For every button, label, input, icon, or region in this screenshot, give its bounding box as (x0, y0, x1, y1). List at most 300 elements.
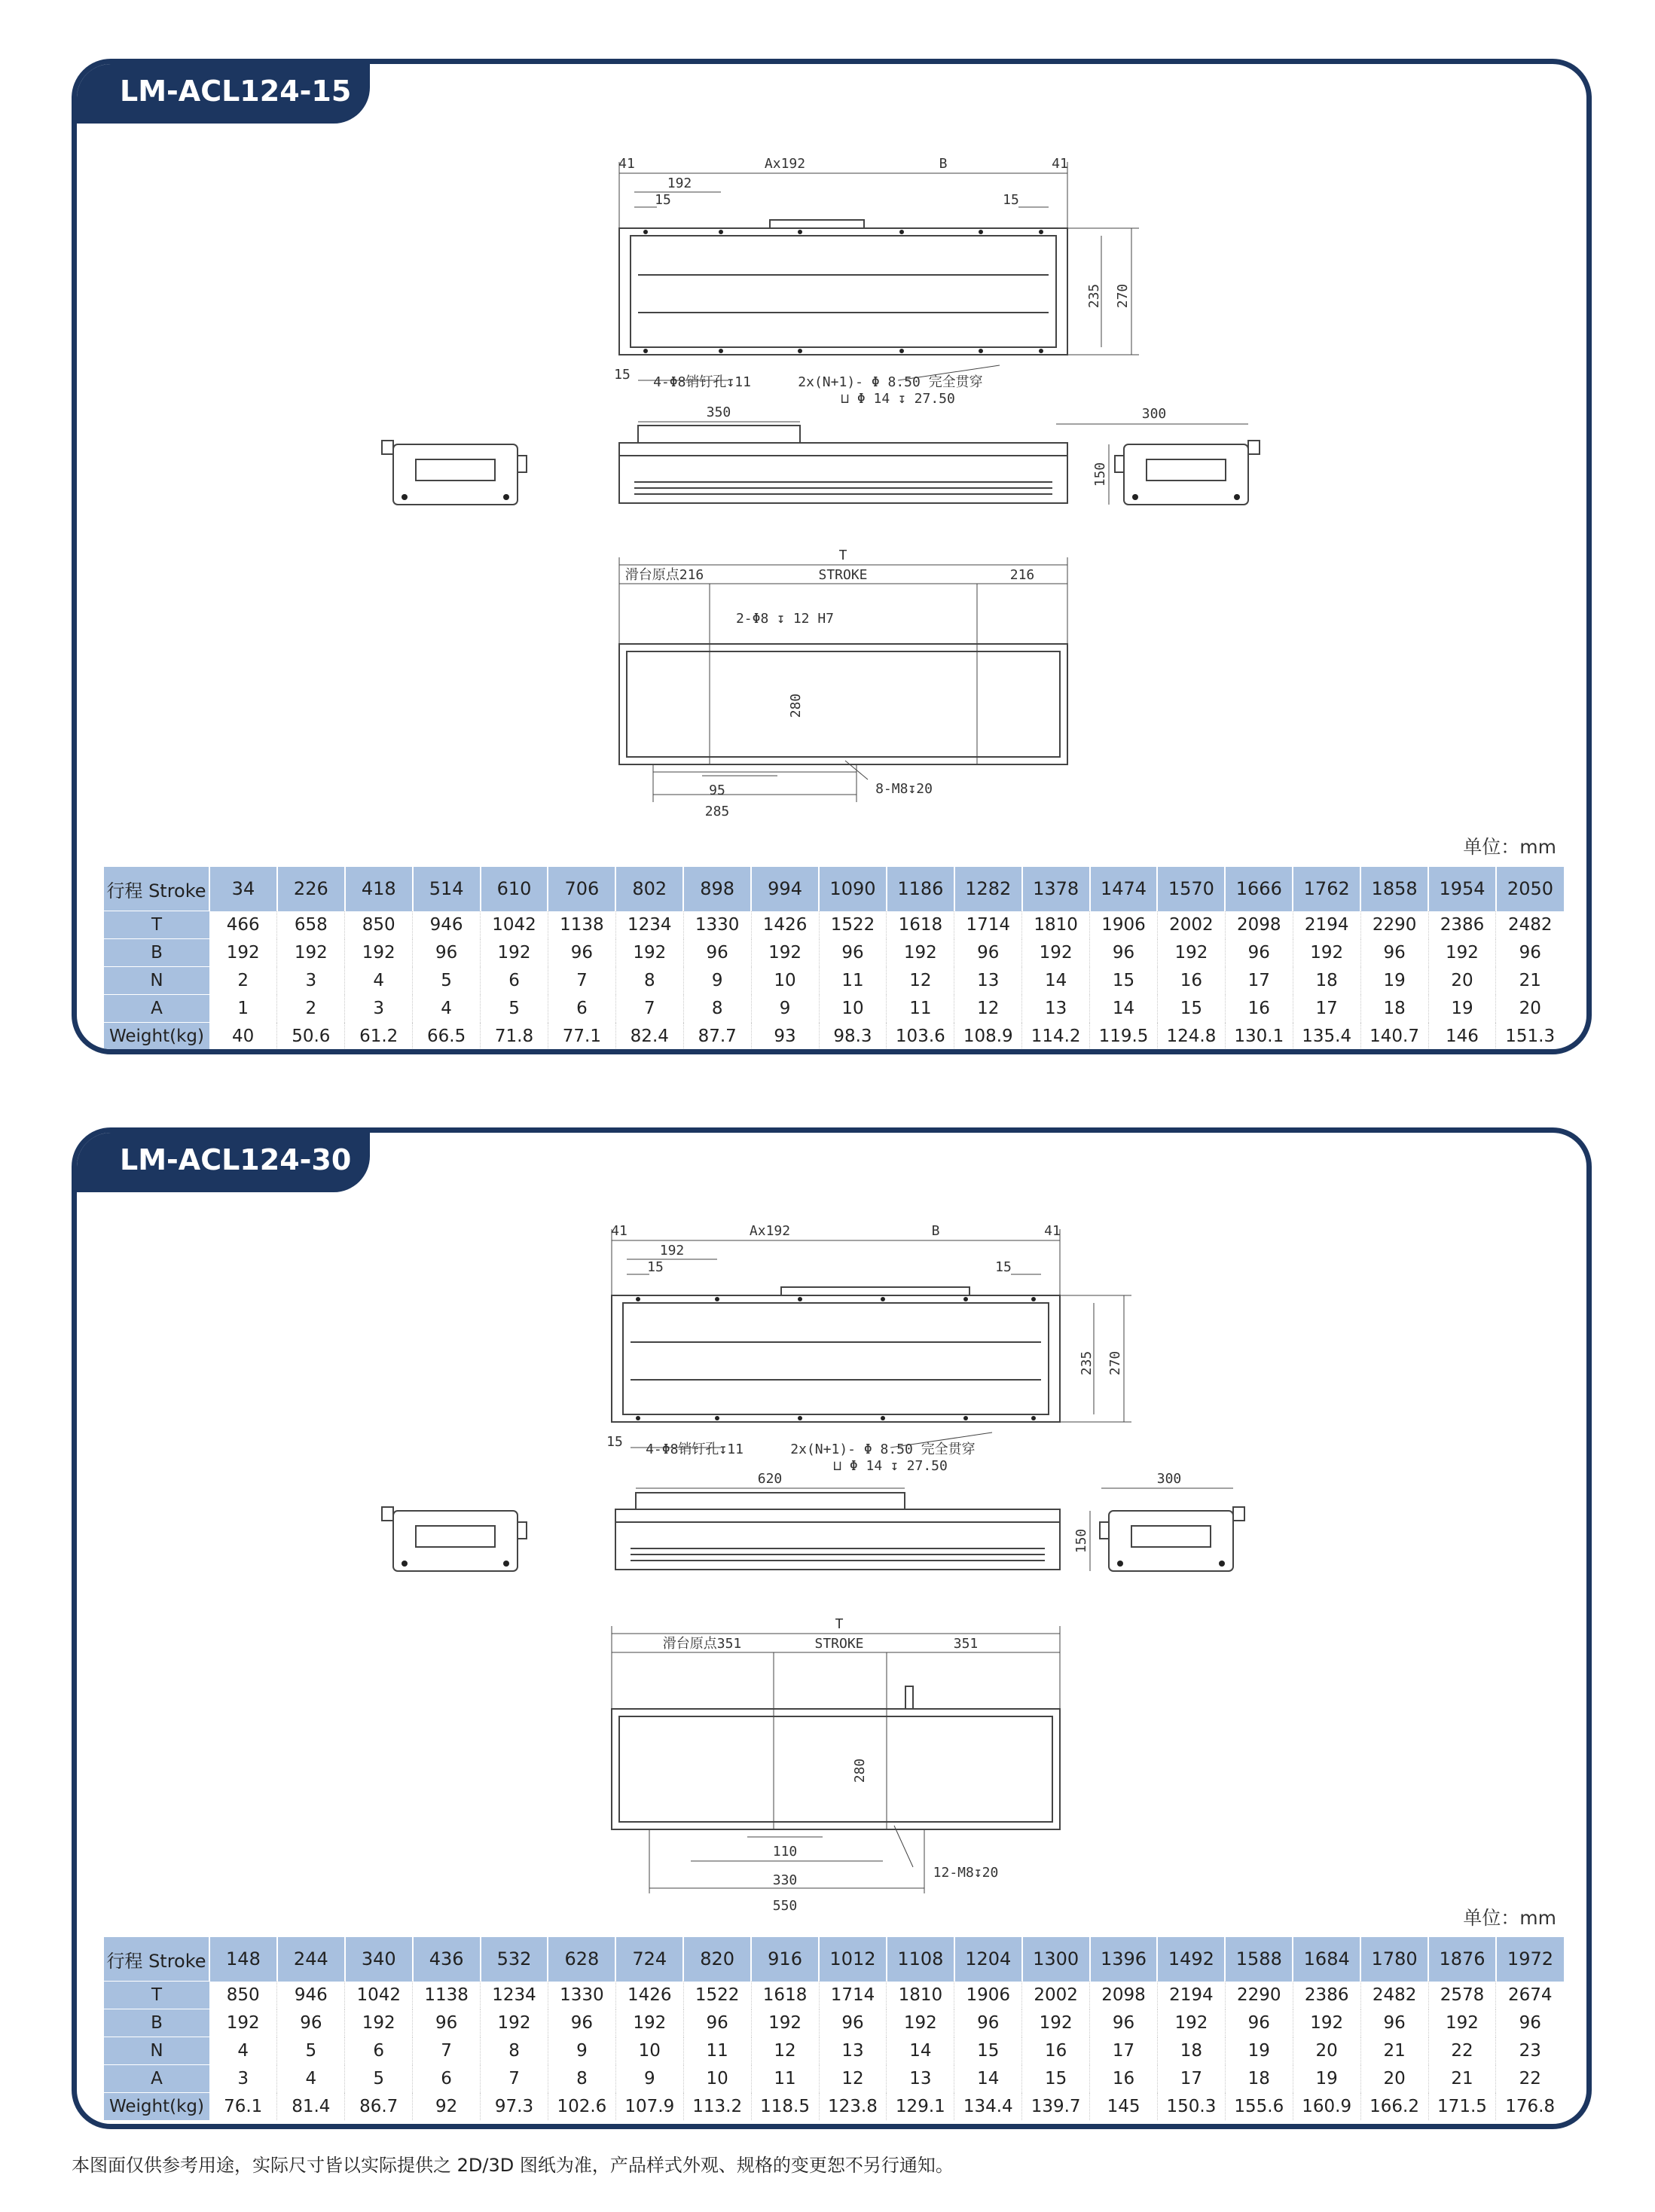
table-cell: 8 (481, 2037, 548, 2065)
stroke-cell: 1186 (887, 867, 954, 911)
stroke-cell: 340 (345, 1937, 413, 1982)
stroke-cell: 226 (277, 867, 345, 911)
table-cell: 130.1 (1225, 1023, 1293, 1051)
table-cell: 96 (1225, 2009, 1293, 2037)
dim-235: 235 (1079, 1350, 1095, 1376)
table-row (104, 939, 1564, 967)
dim-T: T (838, 548, 847, 563)
stroke-cell: 514 (413, 867, 481, 911)
table-cell: 2674 (1496, 1982, 1564, 2009)
table-cell: 20 (1496, 995, 1564, 1023)
stroke-cell: 916 (751, 1937, 819, 1982)
table-cell: 12 (954, 995, 1022, 1023)
dim-192: 192 (659, 1243, 685, 1259)
table-cell: 946 (413, 911, 481, 939)
table-cell: 192 (481, 939, 548, 967)
row-label: N (104, 967, 209, 995)
table-cell: 77.1 (548, 1023, 615, 1051)
dim-550: 550 (772, 1898, 798, 1914)
unit-label: 单位：mm (1463, 1907, 1556, 1929)
table-cell: 18 (1360, 995, 1428, 1023)
table-cell: 6 (481, 967, 548, 995)
table-cell: 192 (1157, 2009, 1225, 2037)
stroke-cell: 610 (481, 867, 548, 911)
table-cell: 4 (277, 2065, 345, 2093)
table-row (104, 1982, 1564, 2009)
screw-note: 8-M8↧20 (875, 781, 933, 797)
table-cell: 40 (232, 1026, 255, 1046)
table-cell: 19 (1428, 995, 1496, 1023)
table-cell: 192 (751, 2009, 819, 2037)
table-cell: 96 (683, 2009, 751, 2037)
table-cell: 61.2 (345, 1023, 413, 1051)
dim-origin: 滑台原点216 (624, 567, 704, 583)
table-cell: 2194 (1293, 911, 1360, 939)
table-cell: 1330 (548, 1982, 615, 2009)
stroke-cell: 994 (751, 867, 819, 911)
dim-270: 270 (1115, 283, 1131, 309)
table-cell: 850 (345, 911, 413, 939)
row-label: Weight(kg) (104, 1023, 209, 1051)
table-cell: 96 (413, 939, 481, 967)
table-cell: 102.6 (548, 2093, 615, 2121)
table-cell: 1 (237, 999, 249, 1018)
table-cell: 6 (548, 995, 615, 1023)
table-cell: 5 (345, 2065, 413, 2093)
table-cell: 1138 (413, 1982, 481, 2009)
table-cell: 124.8 (1157, 1023, 1225, 1051)
table-cell: 192 (887, 939, 954, 967)
table-cell: 22 (1428, 2037, 1496, 2065)
table-cell: 192 (1293, 2009, 1360, 2037)
table-cell: 2098 (1225, 911, 1293, 939)
hole-note-2: ⊔ Φ 14 ↧ 27.50 (833, 1458, 948, 1474)
table-cell: 145 (1090, 2093, 1158, 2121)
model-title-tab: LM-ACL124-15 (72, 59, 370, 124)
stroke-cell: 1684 (1293, 1937, 1360, 1982)
hole-note-1: 2x(N+1)- Φ 8.50 完全贯穿 (798, 374, 983, 390)
pin-hole-note: 4-Φ8销钉孔↧11 (653, 374, 751, 390)
table-cell: 1234 (481, 1982, 548, 2009)
stroke-cell: 820 (683, 1937, 751, 1982)
dim-192: 192 (667, 175, 692, 191)
table-cell: 22 (1496, 2065, 1564, 2093)
dim-side-length: 620 (757, 1471, 783, 1487)
table-cell: 1426 (751, 911, 819, 939)
table-cell: 96 (683, 939, 751, 967)
table-row (104, 2065, 1564, 2093)
dim-15c: 15 (606, 1434, 623, 1450)
dim-330: 330 (772, 1872, 798, 1888)
dim-origin: 滑台原点351 (662, 1636, 742, 1652)
stroke-cell: 1780 (1360, 1937, 1428, 1982)
table-cell: 192 (615, 939, 683, 967)
stroke-cell: 1396 (1090, 1937, 1158, 1982)
stroke-header-row (104, 1937, 1564, 1982)
table-cell: 2 (237, 971, 249, 990)
dim-280: 280 (788, 693, 804, 719)
stroke-cell: 898 (683, 867, 751, 911)
table-cell: 82.4 (615, 1023, 683, 1051)
dim-end-300: 300 (1141, 406, 1167, 422)
table-cell: 96 (1090, 939, 1158, 967)
stroke-cell: 148 (209, 1937, 277, 1982)
technical-drawing (77, 1133, 1586, 1931)
table-cell: 176.8 (1496, 2093, 1564, 2121)
table-cell: 850 (226, 1985, 260, 2005)
table-cell: 13 (887, 2065, 954, 2093)
stroke-cell: 1300 (1022, 1937, 1090, 1982)
spec-table (104, 1937, 1564, 2120)
stroke-cell: 418 (345, 867, 413, 911)
table-row (104, 1023, 1564, 1051)
dim-end-150: 150 (1073, 1528, 1089, 1554)
table-cell: 15 (1022, 2065, 1090, 2093)
row-label: T (104, 911, 209, 939)
table-cell: 13 (819, 2037, 887, 2065)
table-cell: 1906 (954, 1982, 1022, 2009)
table-cell: 96 (1496, 2009, 1564, 2037)
dim-285: 285 (704, 804, 730, 819)
table-cell: 4 (237, 2041, 249, 2061)
table-cell: 7 (548, 967, 615, 995)
dim-stroke: STROKE (818, 567, 868, 583)
table-cell: 192 (345, 2009, 413, 2037)
stroke-header-label: 行程 Stroke (104, 867, 209, 911)
table-cell: 192 (1428, 2009, 1496, 2037)
table-cell: 7 (481, 2065, 548, 2093)
dim-41-right: 41 (1052, 156, 1068, 172)
dim-T: T (835, 1616, 844, 1632)
table-cell: 8 (683, 995, 751, 1023)
table-cell: 11 (887, 995, 954, 1023)
table-cell: 3 (277, 967, 345, 995)
table-cell: 23 (1496, 2037, 1564, 2065)
table-cell: 5 (481, 995, 548, 1023)
pin-hole-note: 4-Φ8销钉孔↧11 (646, 1442, 744, 1457)
dim-end: 351 (953, 1636, 979, 1652)
stroke-cell: 1570 (1157, 867, 1225, 911)
dim-b: B (939, 156, 948, 172)
stroke-cell: 1858 (1360, 867, 1428, 911)
stroke-cell: 628 (548, 1937, 615, 1982)
table-cell: 134.4 (954, 2093, 1022, 2121)
row-label: A (104, 2065, 209, 2093)
table-cell: 2386 (1293, 1982, 1360, 2009)
table-cell: 140.7 (1360, 1023, 1428, 1051)
stroke-cell: 1972 (1496, 1937, 1564, 1982)
table-cell: 9 (615, 2065, 683, 2093)
stroke-cell: 1492 (1157, 1937, 1225, 1982)
dim-end: 216 (1009, 567, 1035, 583)
table-cell: 7 (615, 995, 683, 1023)
table-cell: 108.9 (954, 1023, 1022, 1051)
dim-ax192: Ax192 (764, 156, 806, 172)
table-cell: 4 (413, 995, 481, 1023)
stroke-cell: 1588 (1225, 1937, 1293, 1982)
table-cell: 5 (413, 967, 481, 995)
table-cell: 192 (277, 939, 345, 967)
table-cell: 192 (1022, 939, 1090, 967)
table-cell: 2578 (1428, 1982, 1496, 2009)
table-cell: 14 (1022, 967, 1090, 995)
pin-note: 2-Φ8 ↧ 12 H7 (735, 611, 835, 627)
table-cell: 20 (1428, 967, 1496, 995)
table-cell: 1618 (751, 1982, 819, 2009)
table-cell: 1522 (819, 911, 887, 939)
stroke-cell: 1378 (1022, 867, 1090, 911)
table-cell: 13 (1022, 995, 1090, 1023)
table-cell: 192 (1157, 939, 1225, 967)
stroke-cell: 1108 (887, 1937, 954, 1982)
table-cell: 658 (277, 911, 345, 939)
table-cell: 17 (1090, 2037, 1158, 2065)
dim-end-300: 300 (1156, 1471, 1182, 1487)
table-cell: 20 (1293, 2037, 1360, 2065)
table-cell: 18 (1225, 2065, 1293, 2093)
footnote: 本图面仅供参考用途，实际尺寸皆以实际提供之 2D/3D 图纸为准，产品样式外观、规格的变更恕不另行通知。 (72, 2155, 954, 2176)
table-cell: 2194 (1157, 1982, 1225, 2009)
table-cell: 2482 (1496, 911, 1564, 939)
table-cell: 103.6 (887, 1023, 954, 1051)
table-row (104, 911, 1564, 939)
table-cell: 81.4 (277, 2093, 345, 2121)
stroke-cell: 802 (615, 867, 683, 911)
table-cell: 15 (1157, 995, 1225, 1023)
dim-235: 235 (1086, 283, 1102, 309)
table-cell: 9 (751, 995, 819, 1023)
table-row (104, 2009, 1564, 2037)
table-cell: 151.3 (1496, 1023, 1564, 1051)
stroke-cell: 1012 (819, 1937, 887, 1982)
row-label: B (104, 939, 209, 967)
table-cell: 18 (1293, 967, 1360, 995)
dim-110: 110 (772, 1844, 798, 1860)
technical-drawing (77, 64, 1586, 855)
table-cell: 1330 (683, 911, 751, 939)
table-cell: 96 (413, 2009, 481, 2037)
stroke-cell: 1282 (954, 867, 1022, 911)
dim-15b: 15 (1003, 192, 1019, 208)
dim-15a: 15 (655, 192, 671, 208)
table-cell: 118.5 (751, 2093, 819, 2121)
table-cell: 96 (1496, 939, 1564, 967)
table-cell: 21 (1360, 2037, 1428, 2065)
table-cell: 1522 (683, 1982, 751, 2009)
table-cell: 21 (1496, 967, 1564, 995)
stroke-cell: 1666 (1225, 867, 1293, 911)
stroke-cell: 724 (615, 1937, 683, 1982)
table-cell: 16 (1225, 995, 1293, 1023)
table-cell: 9 (548, 2037, 615, 2065)
table-cell: 96 (819, 2009, 887, 2037)
table-cell: 14 (954, 2065, 1022, 2093)
table-row (104, 995, 1564, 1023)
table-cell: 15 (1090, 967, 1158, 995)
table-cell: 11 (683, 2037, 751, 2065)
table-cell: 19 (1225, 2037, 1293, 2065)
table-cell: 12 (751, 2037, 819, 2065)
table-cell: 2002 (1157, 911, 1225, 939)
stroke-cell: 706 (548, 867, 615, 911)
table-cell: 2386 (1428, 911, 1496, 939)
table-cell: 16 (1090, 2065, 1158, 2093)
table-cell: 2002 (1022, 1982, 1090, 2009)
table-cell: 96 (548, 2009, 615, 2037)
table-row (104, 967, 1564, 995)
table-cell: 11 (751, 2065, 819, 2093)
spec-table (104, 867, 1564, 1050)
table-cell: 10 (751, 967, 819, 995)
table-cell: 466 (226, 915, 260, 935)
table-cell: 96 (1360, 939, 1428, 967)
dim-270: 270 (1107, 1350, 1123, 1376)
table-cell: 96 (1360, 2009, 1428, 2037)
screw-note: 12-M8↧20 (933, 1865, 999, 1881)
table-cell: 17 (1225, 967, 1293, 995)
dim-ax192: Ax192 (749, 1223, 791, 1239)
table-cell: 6 (345, 2037, 413, 2065)
table-cell: 135.4 (1293, 1023, 1360, 1051)
table-cell: 2290 (1360, 911, 1428, 939)
table-cell: 96 (819, 939, 887, 967)
table-cell: 1426 (615, 1982, 683, 2009)
table-cell: 96 (548, 939, 615, 967)
stroke-cell: 532 (481, 1937, 548, 1982)
table-cell: 1618 (887, 911, 954, 939)
table-row (104, 2093, 1564, 2121)
table-cell: 3 (237, 2069, 249, 2088)
table-cell: 15 (954, 2037, 1022, 2065)
table-cell: 97.3 (481, 2093, 548, 2121)
dim-280: 280 (852, 1758, 868, 1783)
table-cell: 192 (1022, 2009, 1090, 2037)
table-cell: 2098 (1090, 1982, 1158, 2009)
stroke-cell: 34 (209, 867, 277, 911)
stroke-cell: 1090 (819, 867, 887, 911)
stroke-cell: 1762 (1293, 867, 1360, 911)
table-cell: 192 (1293, 939, 1360, 967)
table-cell: 192 (345, 939, 413, 967)
table-cell: 16 (1157, 967, 1225, 995)
table-cell: 66.5 (413, 1023, 481, 1051)
table-cell: 150.3 (1157, 2093, 1225, 2121)
dim-15a: 15 (647, 1259, 664, 1275)
table-cell: 4 (345, 967, 413, 995)
table-cell: 7 (413, 2037, 481, 2065)
table-cell: 1714 (819, 1982, 887, 2009)
dim-41-right: 41 (1044, 1223, 1061, 1239)
model-title-tab: LM-ACL124-30 (72, 1127, 370, 1192)
table-cell: 1042 (481, 911, 548, 939)
table-cell: 20 (1360, 2065, 1428, 2093)
table-cell: 96 (1090, 2009, 1158, 2037)
stroke-cell: 1204 (954, 1937, 1022, 1982)
table-cell: 119.5 (1090, 1023, 1158, 1051)
table-cell: 192 (615, 2009, 683, 2037)
table-cell: 192 (481, 2009, 548, 2037)
table-cell: 11 (819, 967, 887, 995)
table-cell: 2 (277, 995, 345, 1023)
model-panel-15 (72, 59, 1592, 1054)
table-cell: 166.2 (1360, 2093, 1428, 2121)
hole-note-1: 2x(N+1)- Φ 8.50 完全贯穿 (790, 1442, 976, 1457)
table-cell: 92 (413, 2093, 481, 2121)
table-cell: 10 (683, 2065, 751, 2093)
row-label: B (104, 2009, 209, 2037)
dim-stroke: STROKE (814, 1636, 864, 1652)
table-cell: 192 (226, 943, 260, 963)
unit-label: 单位：mm (1463, 836, 1556, 858)
table-cell: 3 (345, 995, 413, 1023)
table-cell: 123.8 (819, 2093, 887, 2121)
table-cell: 6 (413, 2065, 481, 2093)
dim-b: B (931, 1223, 940, 1239)
stroke-cell: 1876 (1428, 1937, 1496, 1982)
table-cell: 113.2 (683, 2093, 751, 2121)
table-cell: 98.3 (819, 1023, 887, 1051)
table-cell: 10 (615, 2037, 683, 2065)
table-cell: 17 (1157, 2065, 1225, 2093)
table-cell: 96 (277, 2009, 345, 2037)
table-cell: 139.7 (1022, 2093, 1090, 2121)
dim-side-length: 350 (706, 404, 731, 420)
table-cell: 10 (819, 995, 887, 1023)
table-cell: 18 (1157, 2037, 1225, 2065)
table-cell: 16 (1022, 2037, 1090, 2065)
table-cell: 5 (277, 2037, 345, 2065)
table-cell: 96 (954, 939, 1022, 967)
table-cell: 946 (277, 1982, 345, 2009)
table-cell: 9 (683, 967, 751, 995)
dim-15b: 15 (995, 1259, 1012, 1275)
table-row (104, 2037, 1564, 2065)
dim-41-left: 41 (611, 1223, 627, 1239)
table-cell: 192 (226, 2013, 260, 2033)
table-cell: 93 (751, 1023, 819, 1051)
table-cell: 13 (954, 967, 1022, 995)
table-cell: 1810 (1022, 911, 1090, 939)
dim-41-left: 41 (618, 156, 635, 172)
dim-end-150: 150 (1092, 462, 1108, 487)
table-cell: 1234 (615, 911, 683, 939)
model-panel-30 (72, 1127, 1592, 2129)
table-cell: 76.1 (224, 2096, 263, 2116)
table-cell: 87.7 (683, 1023, 751, 1051)
table-cell: 86.7 (345, 2093, 413, 2121)
stroke-header-row (104, 867, 1564, 911)
dim-15c: 15 (614, 367, 631, 383)
table-cell: 96 (954, 2009, 1022, 2037)
table-cell: 21 (1428, 2065, 1496, 2093)
table-cell: 1714 (954, 911, 1022, 939)
table-cell: 1906 (1090, 911, 1158, 939)
table-cell: 17 (1293, 995, 1360, 1023)
table-cell: 19 (1293, 2065, 1360, 2093)
table-cell: 192 (887, 2009, 954, 2037)
table-cell: 146 (1428, 1023, 1496, 1051)
table-cell: 2290 (1225, 1982, 1293, 2009)
stroke-cell: 244 (277, 1937, 345, 1982)
table-cell: 12 (819, 2065, 887, 2093)
row-label: Weight(kg) (104, 2093, 209, 2121)
table-cell: 1138 (548, 911, 615, 939)
row-label: N (104, 2037, 209, 2065)
table-cell: 71.8 (481, 1023, 548, 1051)
table-cell: 1042 (345, 1982, 413, 2009)
row-label: A (104, 995, 209, 1023)
table-cell: 171.5 (1428, 2093, 1496, 2121)
